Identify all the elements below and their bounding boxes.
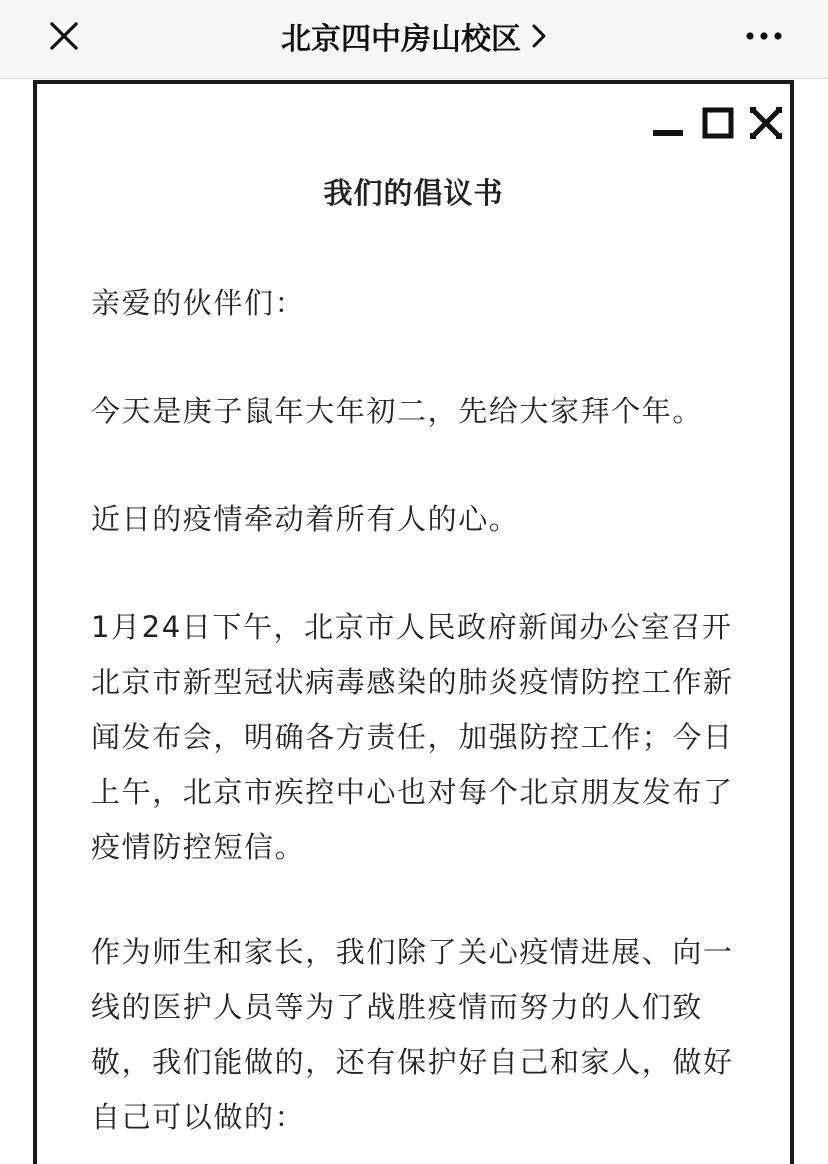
- minimize-icon[interactable]: [651, 106, 685, 140]
- document-title: 我们的倡议书: [323, 176, 504, 210]
- top-navigation-bar: [0, 0, 828, 79]
- paragraph-epidemic: 近日的疫情牵动着所有人的心。: [91, 502, 520, 536]
- paragraph-press-conference: 1月24日下午，北京市人民政府新闻办公室召开北京市新型冠状病毒感染的肺炎疫情防控工作新闻发布会，明确各方责任，加强防控工作；今日上午，北京市疾控中心也对每个北京朋友发布了疫情防控短信。: [91, 610, 734, 864]
- close-icon[interactable]: [44, 16, 84, 56]
- account-title[interactable]: 北京四中房山校区: [281, 22, 521, 57]
- paragraph-greeting: 亲爱的伙伴们：: [91, 286, 306, 320]
- maximize-icon[interactable]: [701, 106, 735, 140]
- more-options-icon[interactable]: [740, 20, 788, 52]
- account-title-link[interactable]: [180, 0, 648, 72]
- paragraph-what-we-can-do: 作为师生和家长，我们除了关心疫情进展、向一线的医护人员等为了战胜疫情而努力的人们致敬，我们能做的，还有保护好自己和家人，做好自己可以做的：: [91, 935, 734, 1134]
- chevron-right-icon[interactable]: [531, 23, 547, 49]
- document-window: [33, 80, 794, 1164]
- paragraph-new-year: 今天是庚子鼠年大年初二，先给大家拜个年。: [91, 394, 704, 428]
- window-close-icon[interactable]: [749, 106, 783, 140]
